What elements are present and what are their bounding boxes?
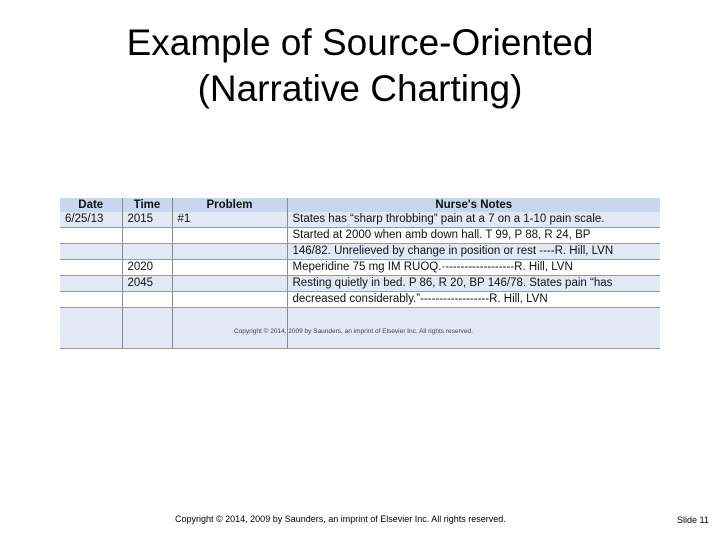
column-header-nurses-notes: Nurse's Notes — [287, 198, 660, 212]
image-copyright-caption: Copyright © 2014, 2009 by Saunders, an imprint of Elsevier Inc. All rights reserved. — [234, 328, 473, 335]
cell-time — [122, 308, 172, 349]
narrative-chart-image — [60, 198, 660, 326]
slide-title-line-1: Example of Source-Oriented — [126, 22, 594, 63]
table-row — [60, 292, 660, 308]
cell-time: 2015 — [122, 212, 172, 228]
table-row — [60, 244, 660, 260]
cell-problem — [172, 228, 287, 244]
chart-header-row — [60, 198, 660, 212]
cell-date — [60, 244, 122, 260]
column-header-time: Time — [122, 198, 172, 212]
cell-problem — [172, 276, 287, 292]
table-row — [60, 212, 660, 228]
cell-note: Resting quietly in bed. P 86, R 20, BP 146/78. States pain “has — [287, 276, 660, 292]
cell-note: Meperidine 75 mg IM RUOQ.·------------------R. Hill, LVN — [287, 260, 660, 276]
cell-time: 2020 — [122, 260, 172, 276]
cell-note: Started at 2000 when amb down hall. T 99, P 88, R 24, BP — [287, 228, 660, 244]
slide-title — [0, 20, 720, 112]
narrative-chart-table — [60, 198, 660, 349]
column-header-date: Date — [60, 198, 122, 212]
cell-date: 6/25/13 — [60, 212, 122, 228]
cell-note: 146/82. Unrelieved by change in position or rest ----R. Hill, LVN — [287, 244, 660, 260]
cell-date — [60, 276, 122, 292]
slide-number: Slide 11 — [677, 515, 709, 525]
table-row — [60, 276, 660, 292]
cell-time: 2045 — [122, 276, 172, 292]
cell-problem — [172, 292, 287, 308]
cell-time — [122, 228, 172, 244]
cell-note: decreased considerably.”------------------R. Hill, LVN — [287, 292, 660, 308]
cell-problem — [172, 260, 287, 276]
table-row — [60, 260, 660, 276]
table-row — [60, 228, 660, 244]
cell-date — [60, 292, 122, 308]
cell-date — [60, 260, 122, 276]
cell-date — [60, 228, 122, 244]
cell-time — [122, 292, 172, 308]
footer-copyright: Copyright © 2014, 2009 by Saunders, an imprint of Elsevier Inc. All rights reserved. — [175, 514, 506, 524]
cell-problem: #1 — [172, 212, 287, 228]
cell-problem — [172, 244, 287, 260]
slide-title-line-2: (Narrative Charting) — [197, 68, 523, 109]
cell-time — [122, 244, 172, 260]
cell-date — [60, 308, 122, 349]
cell-note: States has “sharp throbbing” pain at a 7 on a 1-10 pain scale. — [287, 212, 660, 228]
column-header-problem: Problem — [172, 198, 287, 212]
